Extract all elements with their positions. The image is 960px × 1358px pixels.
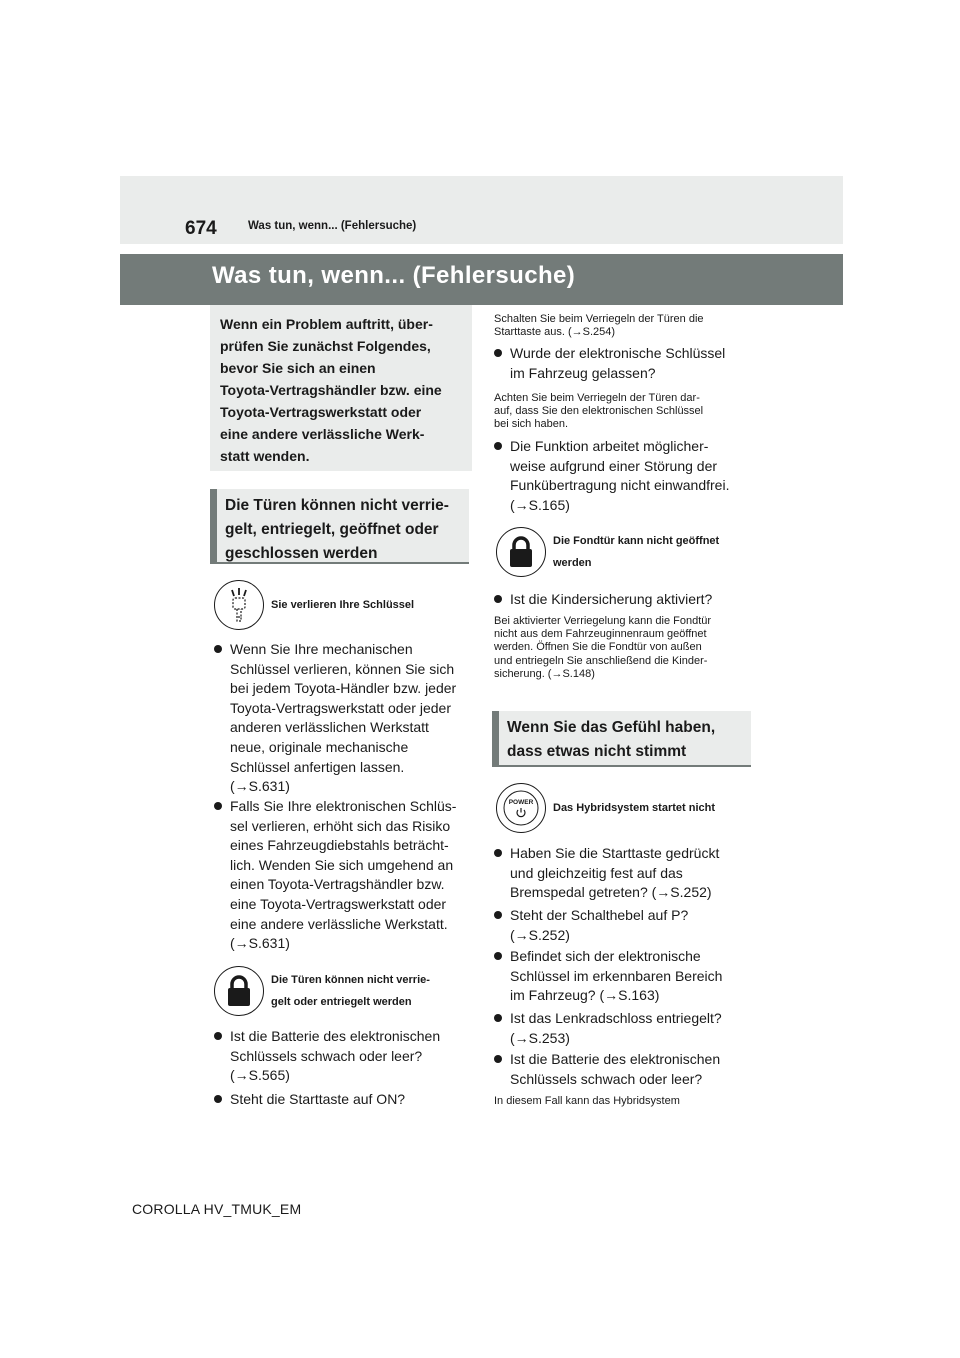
model-code: COROLLA HV_TMUK_EM — [132, 1201, 302, 1217]
list-item-line: einen Toyota-Vertragshändler bzw. — [230, 876, 445, 893]
section-heading-something-wrong — [492, 711, 751, 767]
note-line: In diesem Fall kann das Hybridsystem — [494, 1095, 680, 1107]
intro-line: Toyota-Vertragshändler bzw. eine — [220, 382, 442, 398]
list-item-line: Bremspedal getreten? (→S.252) — [510, 884, 712, 901]
section-heading-doors — [210, 489, 469, 564]
note-line: nicht aus dem Fahrzeuginnenraum geöffnet — [494, 628, 707, 641]
subheading-label — [271, 969, 430, 1013]
note-line: und entriegeln Sie anschließend die Kinder- — [494, 654, 708, 667]
subheading-door-lock — [214, 966, 430, 1016]
subheading-hybrid-system — [496, 783, 715, 833]
list-item-line: Ist das Lenkradschloss entriegelt? — [510, 1010, 722, 1026]
power-button-graphic — [501, 788, 541, 828]
intro-line: prüfen Sie zunächst Folgendes, — [220, 338, 431, 354]
subheading-label-line: Die Türen können nicht verrie- — [271, 974, 430, 986]
list-item-line: Funkübertragung nicht einwandfrei. — [510, 477, 730, 494]
section-heading-line: Wenn Sie das Gefühl haben, — [507, 719, 716, 736]
list-item-line: Wurde der elektronische Schlüssel — [510, 345, 726, 361]
list-item-line: (→S.165) — [510, 496, 570, 513]
section-heading-line: geschlossen werden — [225, 545, 378, 562]
list-item-line: Steht die Starttaste auf ON? — [230, 1091, 406, 1107]
list-item-line: anderen verlässlichen Werkstatt — [230, 719, 429, 736]
running-title: Was tun, wenn... (Fehlersuche) — [248, 220, 417, 232]
list-item-line: im Fahrzeug gelassen? — [510, 364, 656, 381]
intro-line: bevor Sie sich an einen — [220, 360, 376, 376]
list-item-line: Schlüssel verlieren, können Sie sich — [230, 660, 455, 677]
chapter-title-bar — [120, 254, 843, 305]
list-item-line: lich. Wenden Sie sich umgehend an — [230, 856, 454, 873]
list-item — [492, 1050, 754, 1089]
note-line: bei sich haben. — [494, 418, 568, 431]
lock-icon — [214, 966, 264, 1016]
note-line: auf, dass Sie den elektronischen Schlüssel — [494, 405, 704, 418]
intro-box — [210, 305, 472, 471]
list-item-line: Schlüssel anfertigen lassen. — [230, 758, 405, 775]
list-item-line: eine andere verlässliche Werkstatt. — [230, 915, 448, 932]
list-item — [212, 797, 474, 954]
list-item-line: Toyota-Vertragswerkstatt oder jeder — [230, 699, 451, 716]
list-item — [212, 1090, 474, 1110]
list-item-line: (→S.631) — [230, 778, 290, 795]
list-item-line: eines Fahrzeugdiebstahls beträcht- — [230, 837, 449, 854]
list-item-line: Ist die Batterie des elektronischen — [230, 1028, 441, 1044]
note-line: Starttaste aus. (→S.254) — [494, 326, 616, 339]
list-item-line: Die Funktion arbeitet möglicher- — [510, 438, 709, 454]
note-text — [494, 1095, 752, 1108]
chapter-title: Was tun, wenn... (Fehlersuche) — [212, 262, 576, 289]
list-item-line: Schlüssel im erkennbaren Bereich — [510, 967, 723, 984]
section-heading-line: gelt, entriegelt, geöffnet oder — [225, 521, 439, 538]
list-item-line: (→S.565) — [230, 1067, 290, 1084]
power-button-icon — [496, 783, 546, 833]
note-line: sicherung. (→S.148) — [494, 667, 595, 680]
subheading-label — [553, 530, 719, 574]
list-item-line: (→S.631) — [230, 935, 290, 952]
page-number: 674 — [185, 218, 217, 239]
list-item — [492, 590, 754, 610]
list-item-line: Steht der Schalthebel auf P? — [510, 907, 689, 923]
note-line: Bei aktivierter Verriegelung kann die Fondtür — [494, 615, 712, 627]
subheading-label: Das Hybridsystem startet nicht — [553, 802, 715, 814]
list-item — [492, 1009, 754, 1048]
list-item-line: Schlüssels schwach oder leer? — [230, 1047, 423, 1064]
list-item-line: eine Toyota-Vertragswerkstatt oder — [230, 895, 447, 912]
list-item — [492, 947, 754, 1006]
list-item-line: Schlüssels schwach oder leer? — [510, 1070, 703, 1087]
header-band — [120, 176, 843, 244]
list-item — [492, 844, 754, 903]
intro-line: eine andere verlässliche Werk- — [220, 426, 425, 442]
note-text — [494, 615, 752, 681]
list-item — [492, 906, 754, 945]
list-item-line: Ist die Kindersicherung aktiviert? — [510, 591, 713, 607]
note-line: Schalten Sie beim Verriegeln der Türen die — [494, 313, 704, 325]
key-icon — [214, 580, 264, 630]
list-item-line: sel verlieren, erhöht sich das Risiko — [230, 817, 451, 834]
note-text — [494, 313, 752, 339]
list-item-line: weise aufgrund einer Störung der — [510, 457, 718, 474]
intro-line: Wenn ein Problem auftritt, über- — [220, 316, 433, 332]
list-item-line: Wenn Sie Ihre mechanischen — [230, 641, 413, 657]
list-item-line: Haben Sie die Starttaste gedrückt — [510, 845, 720, 861]
list-item — [492, 344, 754, 383]
list-item-line: Ist die Batterie des elektronischen — [510, 1051, 721, 1067]
list-item-line: im Fahrzeug? (→S.163) — [510, 987, 660, 1004]
list-item-line: Falls Sie Ihre elektronischen Schlüs- — [230, 798, 457, 814]
list-item-line: (→S.252) — [510, 926, 570, 943]
note-line: werden. Öffnen Sie die Fondtür von außen — [494, 641, 702, 654]
list-item-line: Befindet sich der elektronische — [510, 948, 701, 964]
list-item — [212, 640, 474, 797]
note-line: Achten Sie beim Verriegeln der Türen dar- — [494, 392, 700, 404]
list-item — [492, 437, 754, 515]
note-text — [494, 392, 752, 432]
intro-line: statt wenden. — [220, 448, 310, 464]
list-item — [212, 1027, 474, 1086]
section-heading-line: dass etwas nicht stimmt — [507, 743, 687, 760]
subheading-label: Sie verlieren Ihre Schlüssel — [271, 599, 415, 611]
power-label: POWER — [508, 799, 534, 806]
subheading-label-line: werden — [553, 557, 592, 569]
subheading-lost-keys — [214, 580, 414, 630]
subheading-rear-door — [496, 527, 719, 577]
list-item-line: und gleichzeitig fest auf das — [510, 864, 683, 881]
list-item-line: bei jedem Toyota-Händler bzw. jeder — [230, 680, 457, 697]
subheading-label-line: gelt oder entriegelt werden — [271, 996, 412, 1008]
subheading-label-line: Die Fondtür kann nicht geöffnet — [553, 535, 720, 547]
lock-icon-graphic — [506, 535, 536, 569]
list-item-line: neue, originale mechanische — [230, 738, 409, 755]
intro-line: Toyota-Vertragswerkstatt oder — [220, 404, 422, 420]
section-heading-line: Die Türen können nicht verrie- — [225, 497, 449, 514]
lock-icon-graphic — [224, 974, 254, 1008]
key-icon-graphic — [221, 585, 257, 625]
lock-icon — [496, 527, 546, 577]
list-item-line: (→S.253) — [510, 1029, 570, 1046]
